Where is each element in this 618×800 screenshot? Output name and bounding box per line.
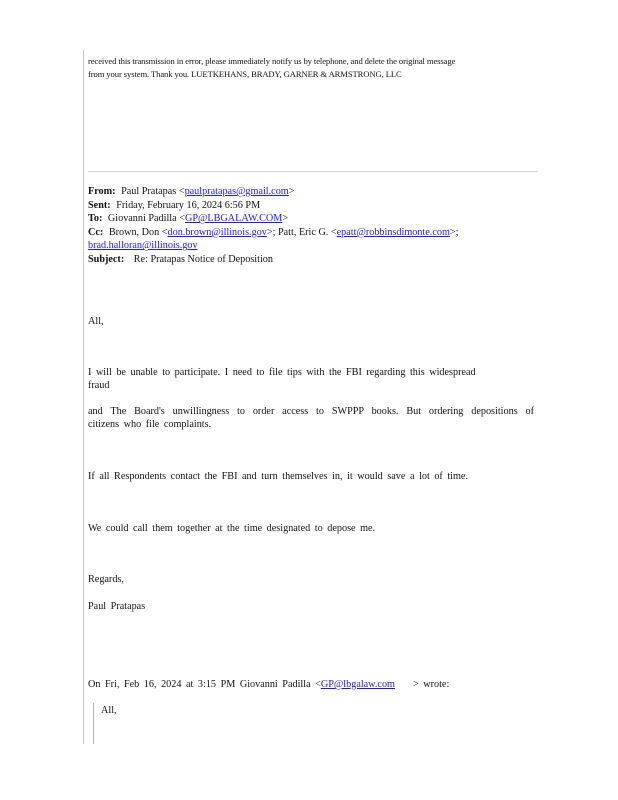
- paragraph-2-line-1: and The Board's unwillingness to order access to SWPPP books. But ordering depositions of: [88, 406, 534, 417]
- from-label: From:: [88, 186, 116, 197]
- email-headers: [88, 185, 538, 267]
- margin-rule: [83, 50, 84, 744]
- message-greeting: All,: [88, 316, 104, 327]
- from-email-link[interactable]: paulpratapas@gmail.com: [184, 186, 289, 197]
- paragraph-3: If all Respondents contact the FBI and turn themselves in, it would save a lot of time.: [88, 471, 469, 482]
- to-label: To:: [88, 213, 103, 225]
- sent-label: Sent:: [88, 199, 111, 211]
- cc-email-link-2[interactable]: epatt@robbinsdimonte.com: [336, 226, 450, 238]
- quote-bar: [93, 703, 94, 744]
- cc-email-link-3[interactable]: brad.halloran@illinois.gov: [88, 240, 198, 252]
- quoted-attribution: [88, 679, 538, 692]
- to-email-link[interactable]: GP@LBGALAW.COM: [184, 213, 283, 225]
- attribution-email-link[interactable]: GP@lbgalaw.com: [320, 679, 395, 690]
- cc-label: Cc:: [88, 226, 104, 238]
- quoted-greeting: All,: [101, 705, 117, 716]
- sent-row: [88, 199, 538, 213]
- cc-row-continued: [88, 239, 538, 253]
- cc-name-1: Brown, Don <: [108, 226, 168, 238]
- cc-close: >;: [449, 226, 459, 238]
- cc-separator: >; Patt, Eric G. <: [266, 226, 337, 238]
- closing: Regards,: [88, 574, 124, 585]
- cc-email-link-1[interactable]: don.brown@illinois.gov: [167, 226, 267, 238]
- from-name: Paul Pratapas <: [121, 186, 185, 197]
- subject-label: Subject:: [88, 253, 125, 265]
- to-row: [88, 212, 538, 226]
- subject-row: [88, 253, 538, 267]
- paragraph-1-line-2: fraud: [88, 379, 110, 391]
- attribution-suffix: > wrote:: [412, 679, 450, 690]
- confidentiality-line-1: received this transmission in error, please immediately notify us by telephone, and delete the original message: [88, 56, 456, 66]
- from-close: >: [288, 186, 295, 197]
- paragraph-4: We could call them together at the time designated to depose me.: [88, 523, 376, 534]
- to-close: >: [282, 213, 289, 225]
- paragraph-2-line-2: citizens who file complaints.: [88, 418, 212, 430]
- to-name: Giovanni Padilla <: [107, 213, 185, 225]
- cc-row: [88, 226, 538, 240]
- signature: Paul Pratapas: [88, 601, 146, 612]
- subject-value: Re: Pratapas Notice of Deposition: [133, 253, 273, 265]
- from-row: [88, 185, 538, 199]
- paragraph-1-line-1: I will be unable to participate. I need to file tips with the FBI regarding this widespread: [88, 367, 476, 378]
- confidentiality-notice: [88, 55, 538, 81]
- message-separator: [88, 171, 538, 172]
- confidentiality-line-2: from your system. Thank you. LUETKEHANS, BRADY, GARNER & ARMSTRONG, LLC: [88, 69, 402, 79]
- attribution-prefix: On Fri, Feb 16, 2024 at 3:15 PM Giovanni Padilla <: [88, 679, 321, 690]
- sent-value: Friday, February 16, 2024 6:56 PM: [116, 199, 261, 211]
